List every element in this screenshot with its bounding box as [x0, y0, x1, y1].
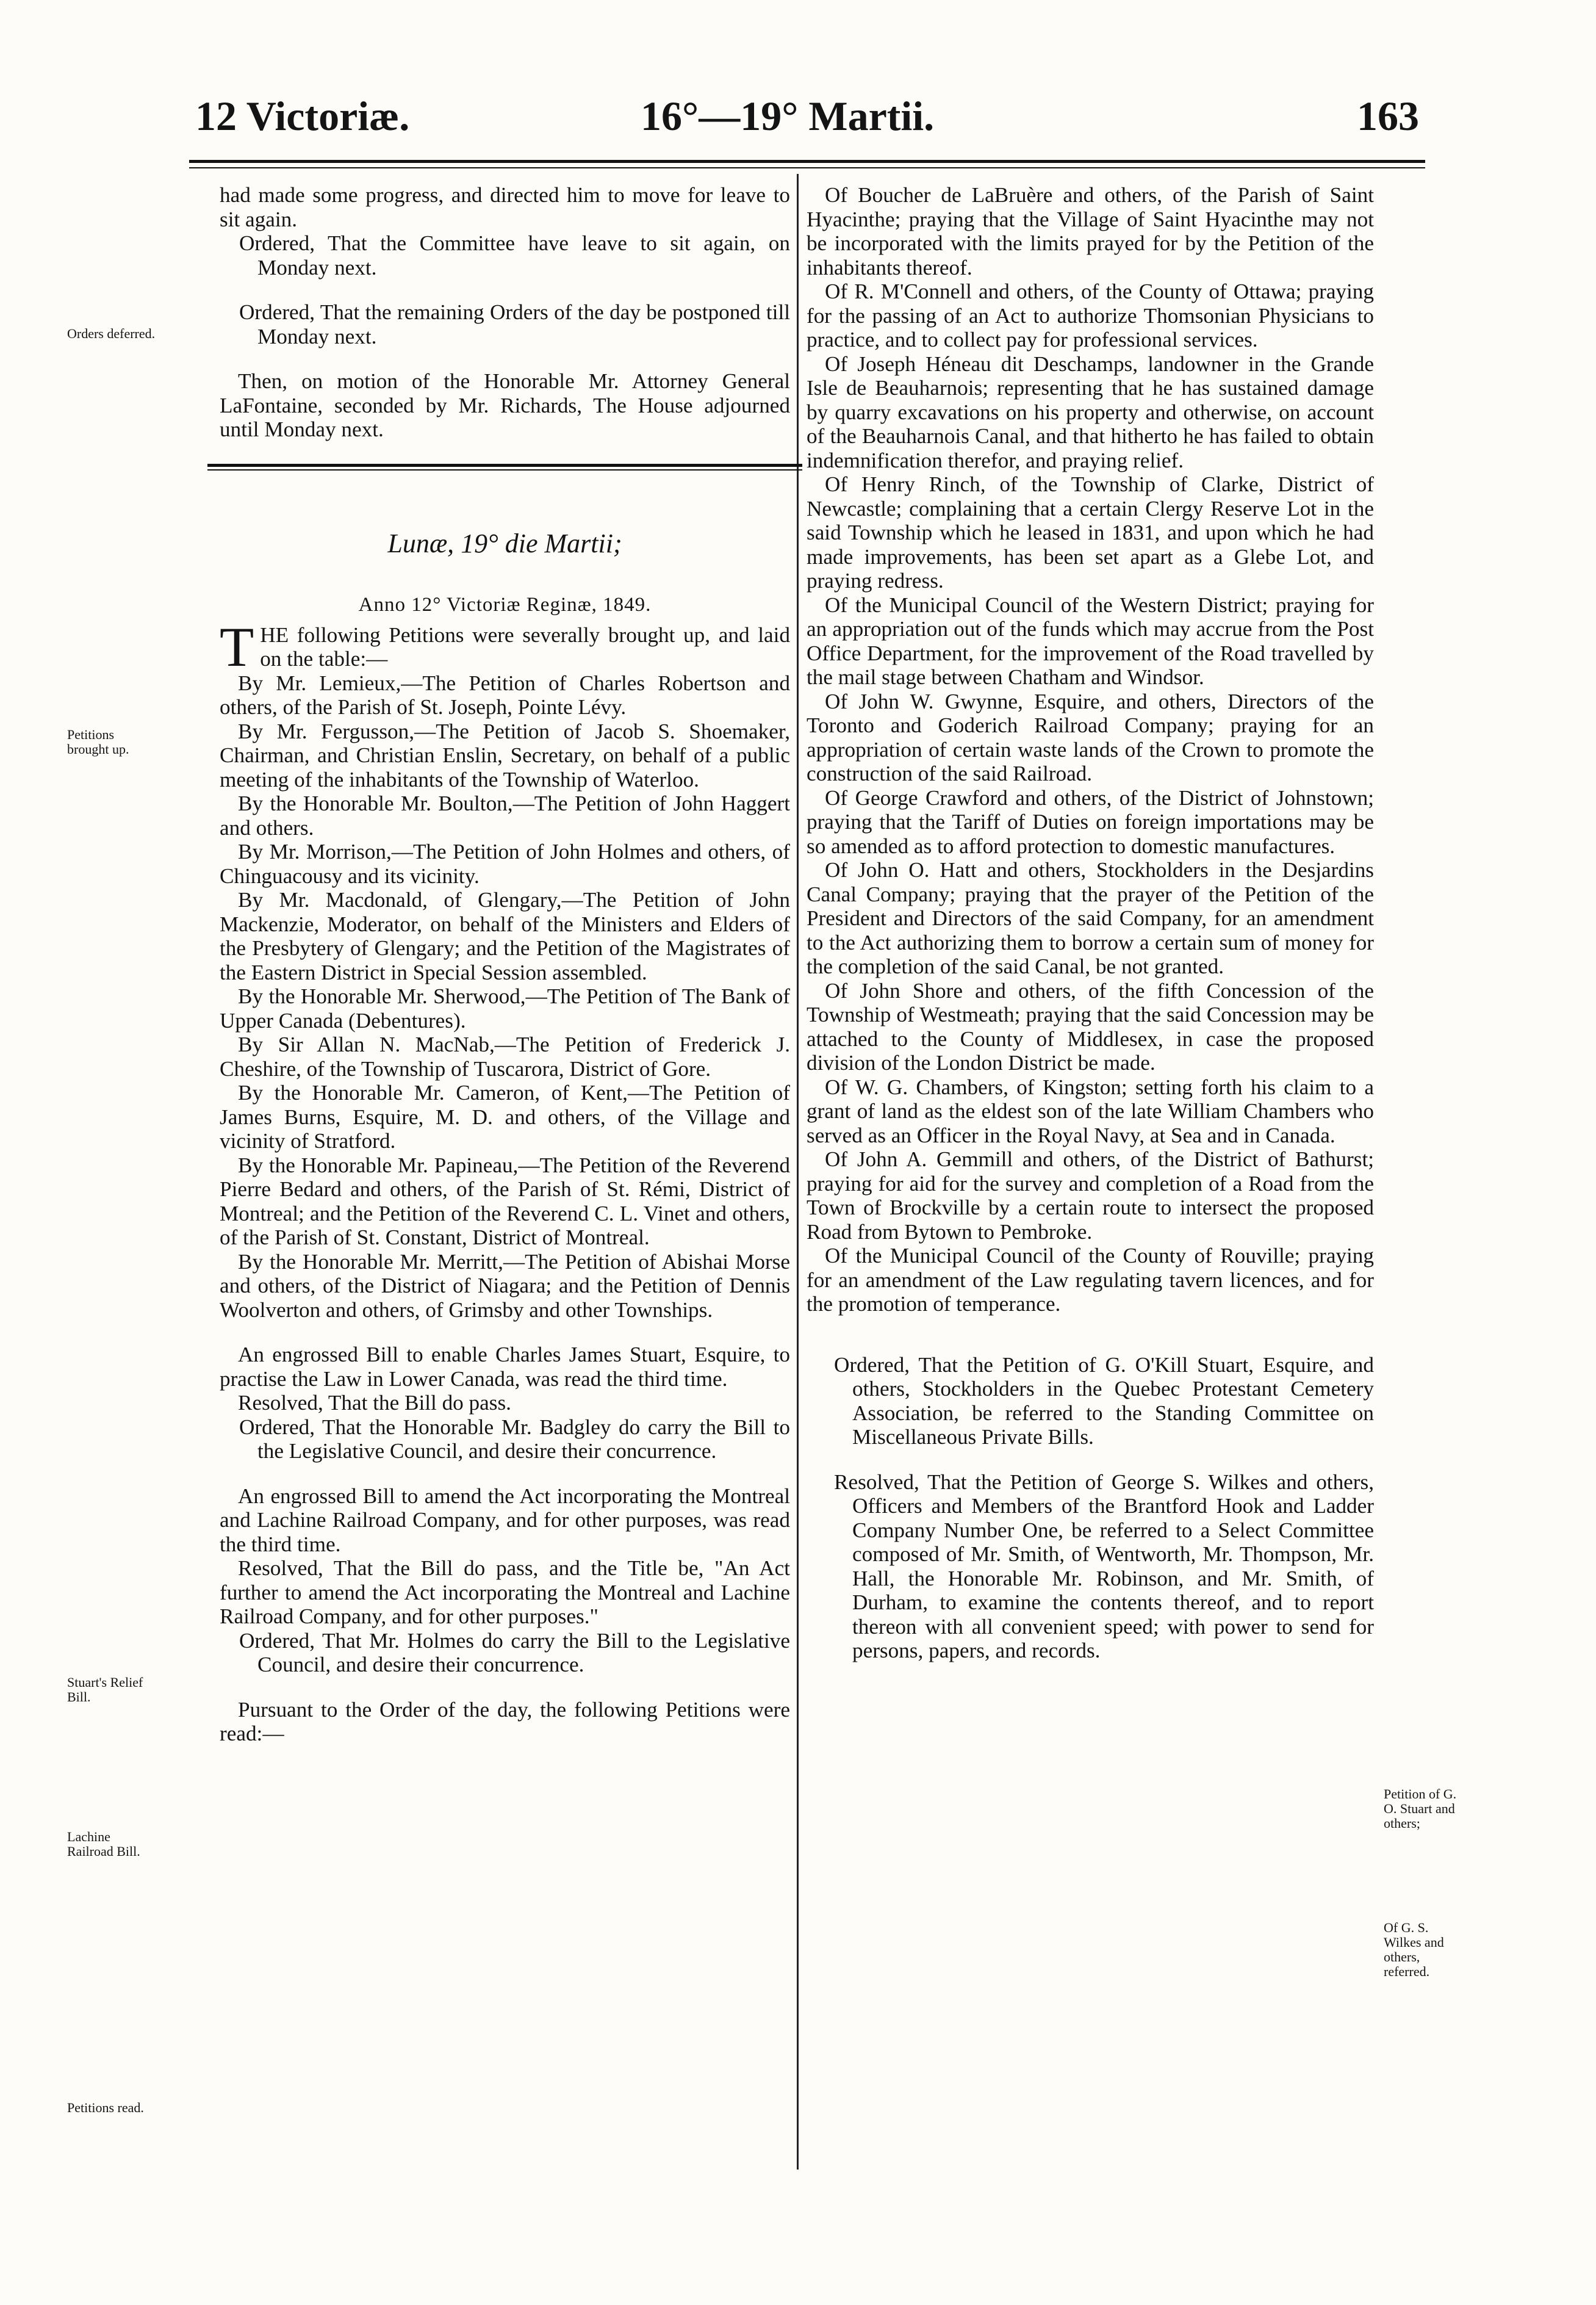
petition-entry: By the Honorable Mr. Sherwood,—The Petition of The Bank of Upper Canada (Debentures).	[220, 984, 790, 1033]
stuart-bill-resolved: Resolved, That the Bill do pass.	[238, 1391, 511, 1415]
margin-note-petitions-read: Petitions read.	[67, 2100, 144, 2115]
left-column	[220, 183, 790, 1746]
sitting-day-heading: Lunæ, 19° die Martii;	[387, 528, 622, 558]
petition-read-entry: Of the Municipal Council of the County of Rouville; praying for an amendment of the Law regulating tavern licences, and for the promotion of temperance.	[807, 1244, 1374, 1316]
orders-deferred-order: Ordered, That the remaining Orders of the day be postponed till Monday next.	[239, 300, 790, 348]
margin-note-lachine-railroad-bill: Lachine Railroad Bill.	[67, 1829, 140, 1859]
header-rule-thick	[189, 160, 1425, 163]
column-divider	[797, 174, 799, 2170]
margin-note-petitions-brought-up: Petitions brought up.	[67, 727, 129, 757]
right-column	[807, 183, 1374, 1663]
regnal-year-line: Anno 12° Victoriæ Reginæ, 1849.	[358, 593, 652, 616]
petition-read-entry: Of W. G. Chambers, of Kingston; setting forth his claim to a grant of land as the eldest son of the late William Chambers who served as an Officer in the Royal Navy, at Sea and in Canada.	[807, 1075, 1374, 1147]
petition-entry: By the Honorable Mr. Boulton,—The Petition of John Haggert and others.	[220, 792, 790, 840]
header-rule-thin	[189, 167, 1425, 168]
lachine-bill-reading: An engrossed Bill to amend the Act incorporating the Montreal and Lachine Railroad Company, and for other purposes, was read the third time.	[220, 1484, 790, 1556]
committee-leave-order: Ordered, That the Committee have leave to sit again, on Monday next.	[239, 231, 790, 280]
petitions-read-paragraph: Pursuant to the Order of the day, the following Petitions were read:—	[220, 1697, 790, 1745]
petition-entry: By the Honorable Mr. Merritt,—The Petition of Abishai Morse and others, of the District of Niagara; and the Petition of Dennis Woolverton and others, of Grimsby and other Townships.	[220, 1249, 790, 1322]
margin-note-orders-deferred: Orders deferred.	[67, 326, 156, 341]
committee-progress-paragraph: had made some progress, and directed him to move for leave to sit again.	[220, 183, 790, 231]
petition-entry: By Mr. Morrison,—The Petition of John Holmes and others, of Chinguacousy and its vicinity.	[220, 840, 790, 888]
page-number: 163	[1357, 93, 1419, 139]
stuart-bill-reading: An engrossed Bill to enable Charles James Stuart, Esquire, to practise the Law in Lower Canada, was read the third time.	[220, 1343, 790, 1391]
petition-read-entry: Of Joseph Héneau dit Deschamps, landowner in the Grande Isle de Beauharnois; representing that he has sustained damage by quarry excavations on his property and otherwise, on account of the Beauharnois Canal, and that hitherto he has failed to obtain indemnification therefor, and praying relief.	[807, 352, 1374, 472]
petition-entry: By the Honorable Mr. Cameron, of Kent,—The Petition of James Burns, Esquire, M. D. and others, of the Village and vicinity of Stratford.	[220, 1081, 790, 1153]
petition-read-entry: Of George Crawford and others, of the District of Johnstown; praying that the Tariff of Duties on foreign importations may be so amended as to afford protection to domestic manufactures.	[807, 785, 1374, 858]
petition-entry: By Mr. Macdonald, of Glengary,—The Petition of John Mackenzie, Moderator, on behalf of the Ministers and Elders of the Presbytery of Glengary; and the Petition of the Magistrates of the Eastern District in Special Session assembled.	[220, 888, 790, 984]
petition-read-entry: Of John Shore and others, of the fifth Concession of the Township of Westmeath; praying that the said Concession may be attached to the County of Middlesex, in case the proposed division of the London District be made.	[807, 978, 1374, 1075]
petition-read-entry: Of John O. Hatt and others, Stockholders in the Desjardins Canal Company; praying that the prayer of the Petition of the President and Directors of the said Company, for an amendment to the Act authorizing them to borrow a certain sum of money for the completion of the said Canal, be not granted.	[807, 858, 1374, 978]
lachine-bill-ordered: Ordered, That Mr. Holmes do carry the Bill to the Legislative Council, and desire their concurrence.	[239, 1628, 790, 1676]
running-header-left: 12 Victoriæ.	[195, 93, 410, 139]
adjournment-paragraph: Then, on motion of the Honorable Mr. Attorney General LaFontaine, seconded by Mr. Richards, The House adjourned until Monday next.	[220, 369, 790, 441]
petitions-intro-text: HE following Petitions were severally brought up, and laid on the table:—	[260, 622, 790, 671]
stuart-bill-ordered: Ordered, That the Honorable Mr. Badgley do carry the Bill to the Legislative Council, and desire their concurrence.	[239, 1415, 790, 1463]
margin-note-wilkes-referred: Of G. S. Wilkes and others, referred.	[1384, 1920, 1444, 1979]
petition-read-entry: Of Boucher de LaBruère and others, of the Parish of Saint Hyacinthe; praying that the Village of Saint Hyacinthe may not be incorporated with the limits prayed for by the Petition of the inhabitants thereof.	[807, 183, 1374, 280]
petition-read-entry: Of Henry Rinch, of the Township of Clarke, District of Newcastle; complaining that a certain Clergy Reserve Lot in the said Township which he leased in 1831, and upon which he had made improvements, has been set apart as a Glebe Lot, and praying redress.	[807, 472, 1374, 593]
stuart-petition-referral: Ordered, That the Petition of G. O'Kill Stuart, Esquire, and others, Stockholders in the Quebec Protestant Cemetery Association, be referred to the Standing Committee on Miscellaneous Private Bills.	[834, 1352, 1374, 1449]
running-header-date: 16°—19° Martii.	[641, 93, 935, 139]
petition-read-entry: Of John W. Gwynne, Esquire, and others, Directors of the Toronto and Goderich Railroad Company; praying for an appropriation of certain waste lands of the Crown to promote the construction of the said Railroad.	[807, 689, 1374, 785]
petition-entry: By Mr. Lemieux,—The Petition of Charles Robertson and others, of the Parish of St. Joseph, Pointe Lévy.	[220, 671, 790, 719]
petitions-intro	[220, 615, 790, 678]
petition-entry: By the Honorable Mr. Papineau,—The Petition of the Reverend Pierre Bedard and others, of the Parish of St. Rémi, District of Montreal; and the Petition of the Reverend C. L. Vinet and others, of the Parish of St. Constant, District of Montreal.	[220, 1153, 790, 1249]
petition-read-entry: Of John A. Gemmill and others, of the District of Bathurst; praying for aid for the survey and completion of a Road from the Town of Brockville by a certain route to intersect the proposed Road from Bytown to Pembroke.	[807, 1147, 1374, 1244]
petition-read-entry: Of R. M'Connell and others, of the County of Ottawa; praying for the passing of an Act to authorize Thomsonian Physicians to practice, and to collect pay for professional services.	[807, 280, 1374, 352]
lachine-bill-resolved: Resolved, That the Bill do pass, and the Title be, "An Act further to amend the Act incorporating the Montreal and Lachine Railroad Company, and for other purposes."	[220, 1556, 790, 1628]
drop-cap-letter: T	[220, 615, 254, 678]
petition-entry: By Mr. Fergusson,—The Petition of Jacob S. Shoemaker, Chairman, and Christian Enslin, Secretary, on behalf of a public meeting of the inhabitants of the Township of Waterloo.	[220, 719, 790, 792]
margin-note-petition-stuart: Petition of G. O. Stuart and others;	[1384, 1786, 1457, 1831]
petition-read-entry: Of the Municipal Council of the Western District; praying for an appropriation out of the funds which may accrue from the Post Office Department, for the improvement of the Road travelled by the mail stage between Chatham and Windsor.	[807, 593, 1374, 689]
margin-note-stuarts-relief-bill: Stuart's Relief Bill.	[67, 1675, 143, 1704]
section-divider-rule	[207, 464, 802, 471]
petition-entry: By Sir Allan N. MacNab,—The Petition of Frederick J. Cheshire, of the Township of Tuscarora, District of Gore.	[220, 1033, 790, 1081]
wilkes-petition-referral: Resolved, That the Petition of George S. Wilkes and others, Officers and Members of the Brantford Hook and Ladder Company Number One, be referred to a Select Committee composed of Mr. Smith, of Wentworth, Mr. Thompson, Mr. Hall, the Honorable Mr. Robinson, and Mr. Smith, of Durham, to examine the contents thereof, and to report thereon with all convenient speed; with power to send for persons, papers, and records.	[834, 1470, 1374, 1662]
